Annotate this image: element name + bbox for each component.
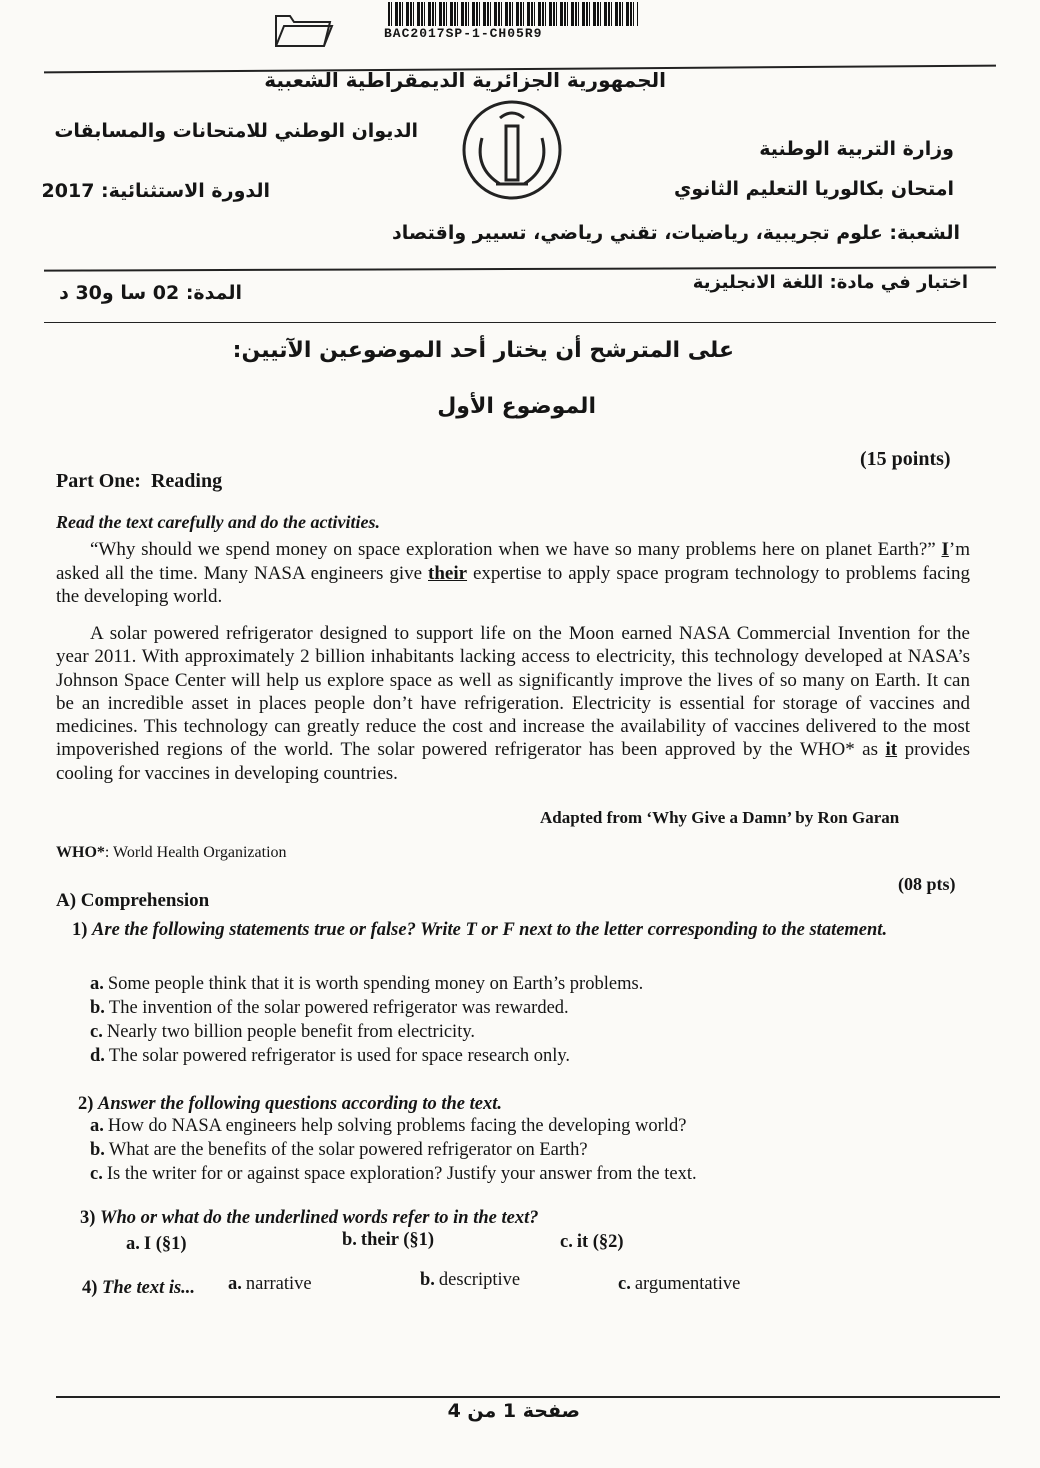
paragraph-2: A solar powered refrigerator designed to support life on the Moon earned NASA Commercial Invention for the year 2011. With approximately 2 billion inhabitants lacking access to electricity, this technology developed at NASA’s Johnson Space Center will help us explore space as well as significantly improve the lives of so many on Earth. It can be an incredible asset in places people don’t have refrigeration. Electricity is essential for storage of vaccines and medicines. This technology can greatly reduce the cost and increase the availability of vaccines delivered to the most impoverished regions of the world. The solar powered refrigerator has been approved by the WHO* as it provides cooling for vaccines in developing countries. [56,623,970,784]
subject: اختبار في مادة: اللغة الانجليزية [692,272,968,293]
footer-rule [56,1396,1000,1398]
subject-rule [44,322,996,323]
duration: المدة: 02 سا و30 د [59,282,242,304]
paragraph-1: “Why should we spend money on space exploration when we have so many problems here on planet Earth?” I’m asked all the time. Many NASA engineers give their expertise to apply space program technology to problems facing the developing world. [56,539,970,607]
exam-name: امتحان بكالوريا التعليم الثانوي [673,178,954,200]
folder-icon [272,8,334,50]
question-4: 4) The text is... [82,1278,196,1298]
q1-item-c: c. Nearly two billion people benefit from electricity. [90,1022,476,1042]
underlined-their: their [428,562,468,584]
q1-item-a: a. Some people think that it is worth spending money on Earth’s problems. [90,974,644,994]
underlined-it: it [885,739,898,761]
header-rule [44,266,996,271]
barcode [388,2,638,26]
q3-item-b: b. their (§1) [342,1230,435,1250]
session: الدورة الاستثنائية: 2017 [41,180,270,202]
barcode-code: BAC2017SP-1-CH05R9 [384,26,543,41]
q4-item-a: a. narrative [228,1274,312,1294]
question-2: 2) Answer the following questions according to the text. [78,1094,503,1114]
office-name: الديوان الوطني للامتحانات والمسابقات [54,120,418,142]
q2-item-c: c. Is the writer for or against space exploration? Justify your answer from the text. [90,1164,697,1184]
part-one-points: (15 points) [860,448,951,470]
q1-item-b: b. The invention of the solar powered refrigerator was rewarded. [90,998,569,1018]
ministry-name: وزارة التربية الوطنية [759,138,954,160]
q1-item-d: d. The solar powered refrigerator is used for space research only. [90,1046,571,1066]
first-topic: الموضوع الأول [437,394,596,419]
reading-instruction: Read the text carefully and do the activities. [56,512,380,532]
underlined-I: I [941,539,949,560]
text-source: Adapted from ‘Why Give a Damn’ by Ron Garan [540,808,900,827]
q4-item-c: c. argumentative [618,1274,741,1294]
footnote: WHO*: World Health Organization [56,844,287,861]
comprehension-title: A) Comprehension [56,890,210,911]
candidate-instruction: على المترشح أن يختار أحد الموضوعين الآتيين: [232,338,734,363]
q3-item-c: c. it (§2) [560,1232,624,1252]
q3-item-a: a. I (§1) [126,1234,187,1254]
q4-item-b: b. descriptive [420,1270,521,1290]
question-1: 1) Are the following statements true or false? Write T or F next to the letter corresponding to the statement. [72,920,888,940]
q2-item-a: a. How do NASA engineers help solving problems facing the developing world? [90,1116,687,1136]
ministry-emblem [460,98,564,202]
q2-item-b: b. What are the benefits of the solar powered refrigerator on Earth? [90,1140,588,1160]
part-one-title: Part One: Reading [56,470,223,492]
republic-title: الجمهورية الجزائرية الديمقراطية الشعبية [264,68,666,92]
question-3: 3) Who or what do the underlined words refer to in the text? [80,1208,539,1228]
streams: الشعبة: علوم تجريبية، رياضيات، تقني رياضي، تسيير واقتصاد [392,222,960,244]
comprehension-points: (08 pts) [898,874,956,894]
page-number: صفحة 1 من 4 [447,1400,580,1422]
